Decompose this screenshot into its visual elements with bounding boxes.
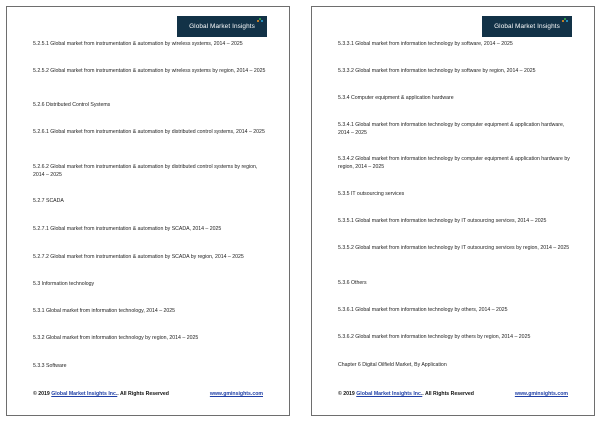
toc-entry: 5.3.3.1 Global market from information technology by software, 2014 – 2025 [338, 41, 513, 47]
website-link[interactable]: www.gminsights.com [209, 391, 263, 397]
toc-entry: 5.3.4.1 Global market from information technology by computer equipment & application hardware, 2014 – 2025 [338, 122, 565, 136]
toc-entry: 5.2.6.2 Global market from instrumentation & automation by distributed control systems by region, 2014 – 2025 [33, 164, 258, 178]
toc-entry: 5.2.7.1 Global market from instrumentation & automation by SCADA, 2014 – 2025 [33, 226, 222, 232]
toc-entry: 5.3.6 Others [338, 280, 367, 286]
page-footer [338, 391, 568, 397]
toc-entry: 5.3.5.2 Global market from information technology by IT outsourcing services by region, 2014 – 2025 [338, 245, 570, 251]
company-link[interactable]: Global Market Insights Inc. [51, 391, 118, 397]
toc-entry: 5.2.5.1 Global market from instrumentation & automation by wireless systems, 2014 – 2025 [33, 41, 243, 47]
toc-entry: 5.2.7 SCADA [33, 198, 64, 204]
website-link[interactable]: www.gminsights.com [514, 391, 568, 397]
toc-entry: 5.2.6 Distributed Control Systems [33, 102, 111, 108]
document-page-right [311, 6, 595, 416]
logo-text: Global Market Insights [494, 23, 560, 30]
company-link[interactable]: Global Market Insights Inc. [356, 391, 423, 397]
company-logo [177, 16, 267, 37]
toc-entry: 5.3.3.2 Global market from information technology by software by region, 2014 – 2025 [338, 68, 536, 74]
copyright-year: © 2019 [338, 391, 355, 397]
toc-entry: 5.2.6.1 Global market from instrumentation & automation by distributed control systems, 2014 – 2025 [33, 129, 265, 135]
toc-entry: 5.3.3 Software [33, 363, 67, 369]
document-page-left [6, 6, 290, 416]
toc-entry: 5.3.2 Global market from information technology by region, 2014 – 2025 [33, 335, 199, 341]
logo-mark-icon [257, 18, 263, 23]
toc-entry: 5.2.7.2 Global market from instrumentation & automation by SCADA by region, 2014 – 2025 [33, 254, 244, 260]
logo-mark-icon [562, 18, 568, 23]
toc-entry: Chapter 6 Digital Oilfield Market, By Application [338, 362, 447, 368]
rights-text: . All Rights Reserved [422, 391, 474, 397]
toc-entry: 5.2.5.2 Global market from instrumentation & automation by wireless systems by region, 2014 – 2025 [33, 68, 266, 74]
rights-text: . All Rights Reserved [117, 391, 169, 397]
copyright-year: © 2019 [33, 391, 50, 397]
logo-text: Global Market Insights [189, 23, 255, 30]
toc-entry: 5.3.5.1 Global market from information technology by IT outsourcing services, 2014 – 2025 [338, 218, 547, 224]
toc-entry: 5.3.6.1 Global market from information technology by others, 2014 – 2025 [338, 307, 508, 313]
toc-entry: 5.3.4.2 Global market from information technology by computer equipment & application hardware by region, 2014 – 2025 [338, 156, 570, 170]
page-footer [33, 391, 263, 397]
toc-entry: 5.3.4 Computer equipment & application hardware [338, 95, 454, 101]
toc-entry: 5.3 Information technology [33, 281, 95, 287]
toc-entry: 5.3.6.2 Global market from information technology by others by region, 2014 – 2025 [338, 334, 531, 340]
toc-entry: 5.3.5 IT outsourcing services [338, 191, 405, 197]
company-logo [482, 16, 572, 37]
toc-entry: 5.3.1 Global market from information technology, 2014 – 2025 [33, 308, 176, 314]
